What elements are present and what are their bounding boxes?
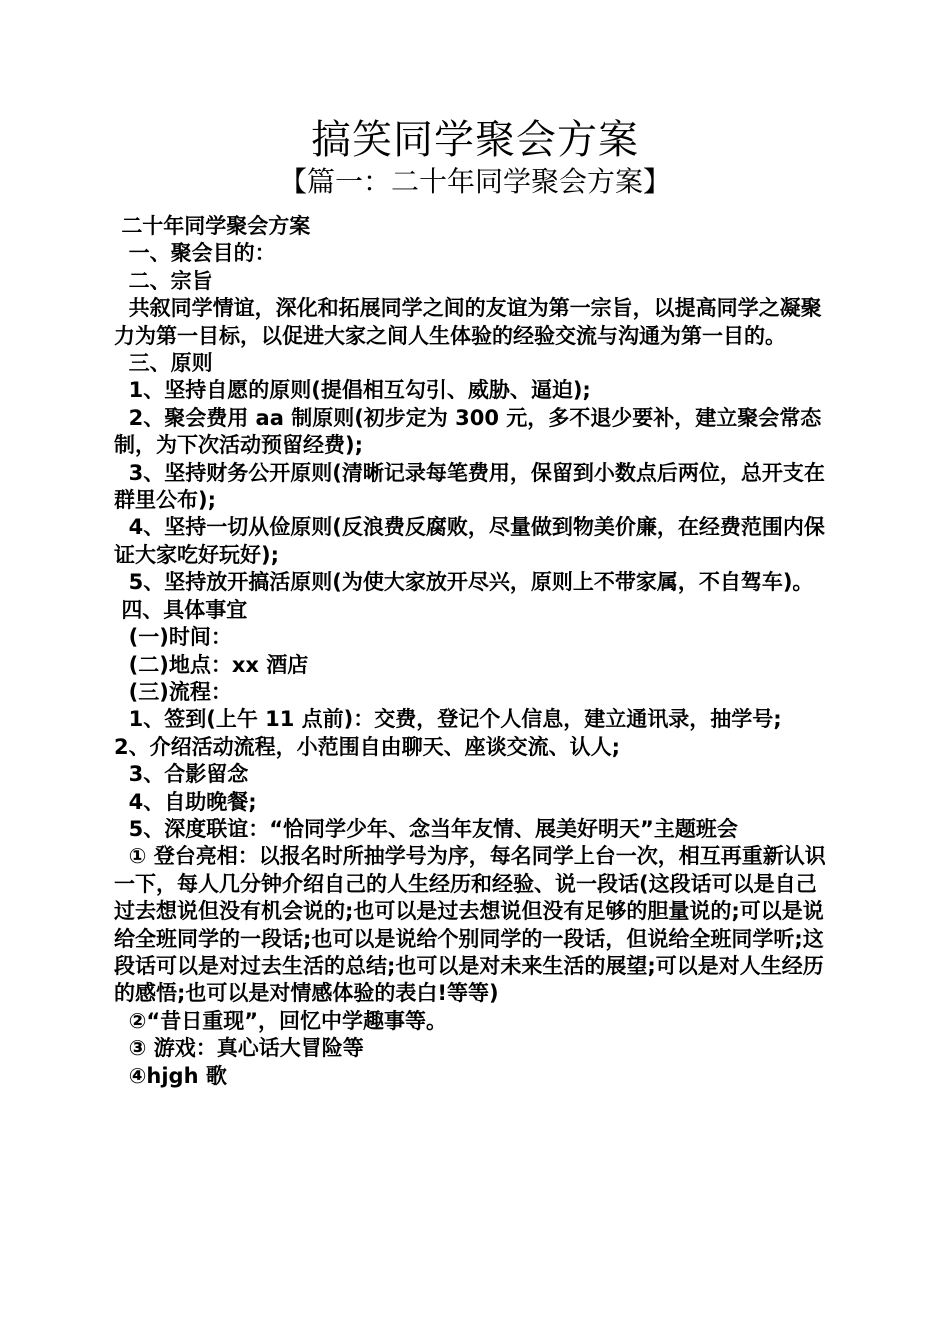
heading-details: 四、具体事宜 (114, 597, 248, 622)
principle-item: 5、坚持放开搞活原则(为使大家放开尽兴，原则上不带家属，不自驾车)。 (114, 570, 814, 595)
document-body (114, 213, 836, 1090)
aim-paragraph: 共叙同学情谊，深化和拓展同学之间的友谊为第一宗旨，以提高同学之凝聚力为第一目标，以促进大家之间人生体验的经验交流与沟通为第一目的。 (114, 296, 822, 348)
principle-item: 3、坚持财务公开原则(清晰记录每笔费用，保留到小数点后两位，总开支在群里公布); (114, 460, 825, 513)
document-title: 搞笑同学聚会方案 (311, 117, 639, 163)
process-item: 1、签到(上午 11 点前)：交费，登记个人信息，建立通讯录，抽学号; (114, 707, 782, 732)
heading-aim: 二、宗旨 (114, 268, 213, 293)
section-heading: 二十年同学聚会方案 (114, 214, 311, 238)
process-item: 5、深度联谊：“恰同学少年、念当年友情、展美好明天”主题班会 (114, 816, 738, 841)
process-item: 2、介绍活动流程，小范围自由聊天、座谈交流、认人; (114, 734, 621, 759)
heading-purpose: 一、聚会目的： (114, 241, 276, 266)
sub-item: ②“昔日重现”，回忆中学趣事等。 (114, 1008, 448, 1033)
heading-principles: 三、原则 (114, 351, 213, 376)
detail-time: (一)时间： (114, 625, 232, 650)
document-subtitle: 【篇一：二十年同学聚会方案】 (278, 165, 671, 198)
sub-item: ④hjgh 歌 (114, 1063, 227, 1088)
detail-location: (二)地点：xx 酒店 (114, 652, 309, 677)
sub-item: ③ 游戏：真心话大冒险等 (114, 1036, 364, 1061)
detail-process: (三)流程： (114, 679, 232, 704)
process-item: 4、自助晚餐; (114, 789, 257, 814)
process-item: 3、合影留念 (114, 762, 249, 787)
principle-item: 4、坚持一切从俭原则(反浪费反腐败，尽量做到物美价廉，在经费范围内保证大家吃好玩好); (114, 515, 825, 567)
principle-item: 2、聚会费用 aa 制原则(初步定为 300 元，多不退少要补，建立聚会常态制，为下次活动预留经费); (114, 405, 822, 458)
principle-item: 1、坚持自愿的原则(提倡相互勾引、威胁、逼迫); (114, 378, 591, 403)
sub-item: ① 登台亮相：以报名时所抽学号为序，每名同学上台一次，相互再重新认识一下，每人几分钟介绍自己的人生经历和经验、说一段话(这段话可以是自己过去想说但没有机会说的;也可以是过去想说但没有足够的胆量说的;可以是说给全班同学的一段话;也可以是说给个别同学的一段话，但说给全班同学听;这段话可以是对过去生活的总结;也可以是对未来生活的展望;可以是对人生经历的感悟;也可以是对情感体验的表白!等等) (114, 844, 826, 1006)
